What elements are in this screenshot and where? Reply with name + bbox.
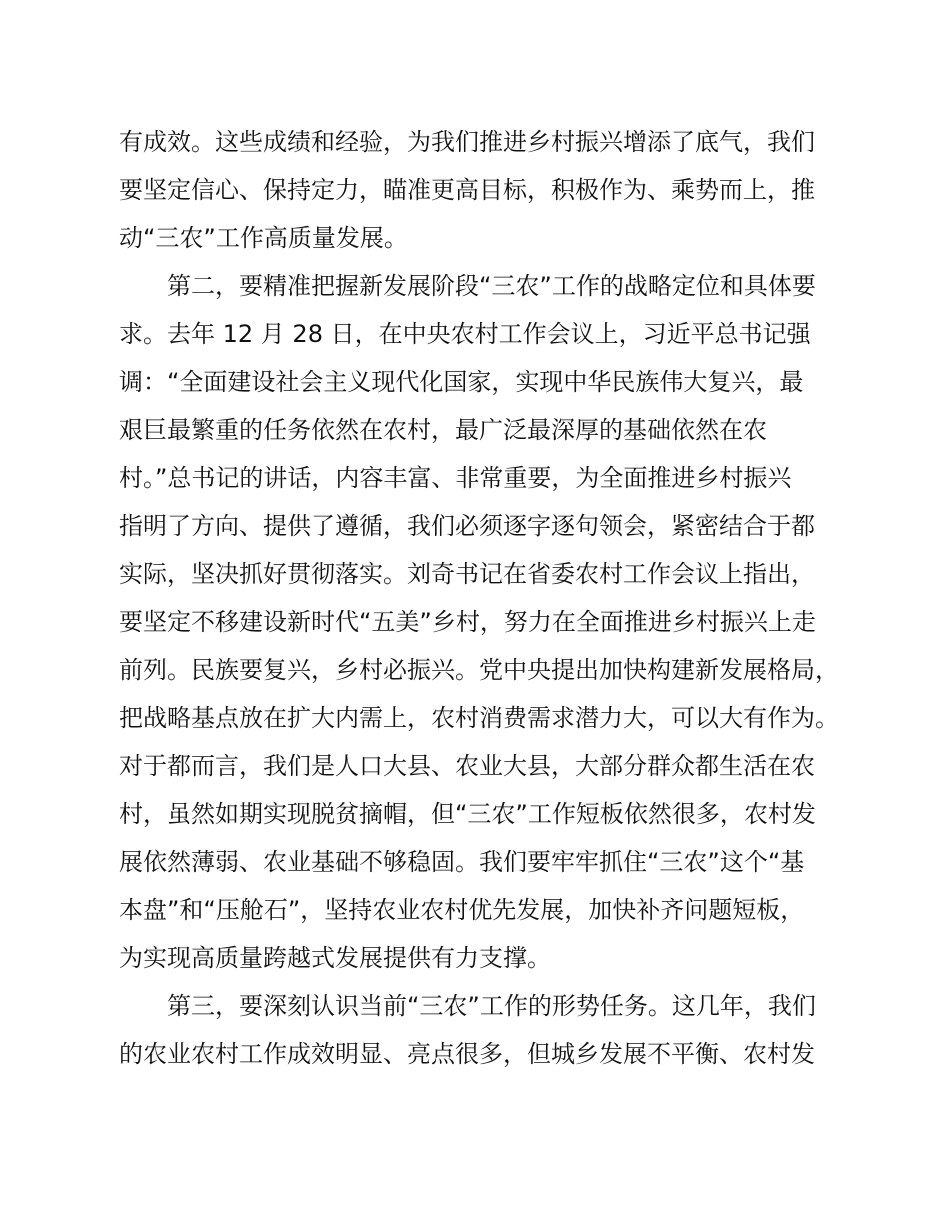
text-line: 要坚定信心、保持定力，瞄准更高目标，积极作为、乘势而上，推: [119, 176, 815, 204]
text-line: 对于都而言，我们是人口大县、农业大县，大部分群众都生活在农: [119, 752, 815, 780]
text-line: 实际，坚决抓好贯彻落实。刘奇书记在省委农村工作会议上指出，: [119, 560, 815, 588]
text-line: 为实现高质量跨越式发展提供有力支撑。: [119, 944, 551, 972]
paragraph-2-start: 第二，要精准把握新发展阶段“三农”工作的战略定位和具体要: [167, 272, 816, 300]
text-line: 村。”总书记的讲话，内容丰富、非常重要，为全面推进乡村振兴: [119, 464, 792, 492]
text-line: 指明了方向、提供了遵循，我们必须逐字逐句领会，紧密结合于都: [119, 512, 815, 540]
text-line: 求。去年 12 月 28 日，在中央农村工作会议上，习近平总书记强: [119, 320, 811, 348]
text-line: 把战略基点放在扩大内需上，农村消费需求潜力大，可以大有作为。: [119, 704, 839, 732]
text-line: 有成效。这些成绩和经验，为我们推进乡村振兴增添了底气，我们: [119, 128, 815, 156]
text-line: 村，虽然如期实现脱贫摘帽，但“三农”工作短板依然很多，农村发: [119, 800, 816, 828]
text-line: 展依然薄弱、农业基础不够稳固。我们要牢牢抓住“三农”这个“基: [119, 848, 805, 876]
text-line: 的农业农村工作成效明显、亮点很多，但城乡发展不平衡、农村发: [119, 1040, 815, 1068]
text-line: 动“三农”工作高质量发展。: [119, 224, 408, 252]
text-line: 要坚定不移建设新时代“五美”乡村，努力在全面推进乡村振兴上走: [119, 608, 816, 636]
text-line: 艰巨最繁重的任务依然在农村，最广泛最深厚的基础依然在农: [119, 416, 767, 444]
text-line: 前列。民族要复兴，乡村必振兴。党中央提出加快构建新发展格局，: [119, 656, 839, 684]
text-line: 本盘”和“压舱石”，坚持农业农村优先发展，加快补齐问题短板，: [119, 896, 805, 924]
text-line: 调：“全面建设社会主义现代化国家，实现中华民族伟大复兴，最: [119, 368, 804, 396]
paragraph-3-start: 第三，要深刻认识当前“三农”工作的形势任务。这几年，我们: [167, 992, 816, 1020]
